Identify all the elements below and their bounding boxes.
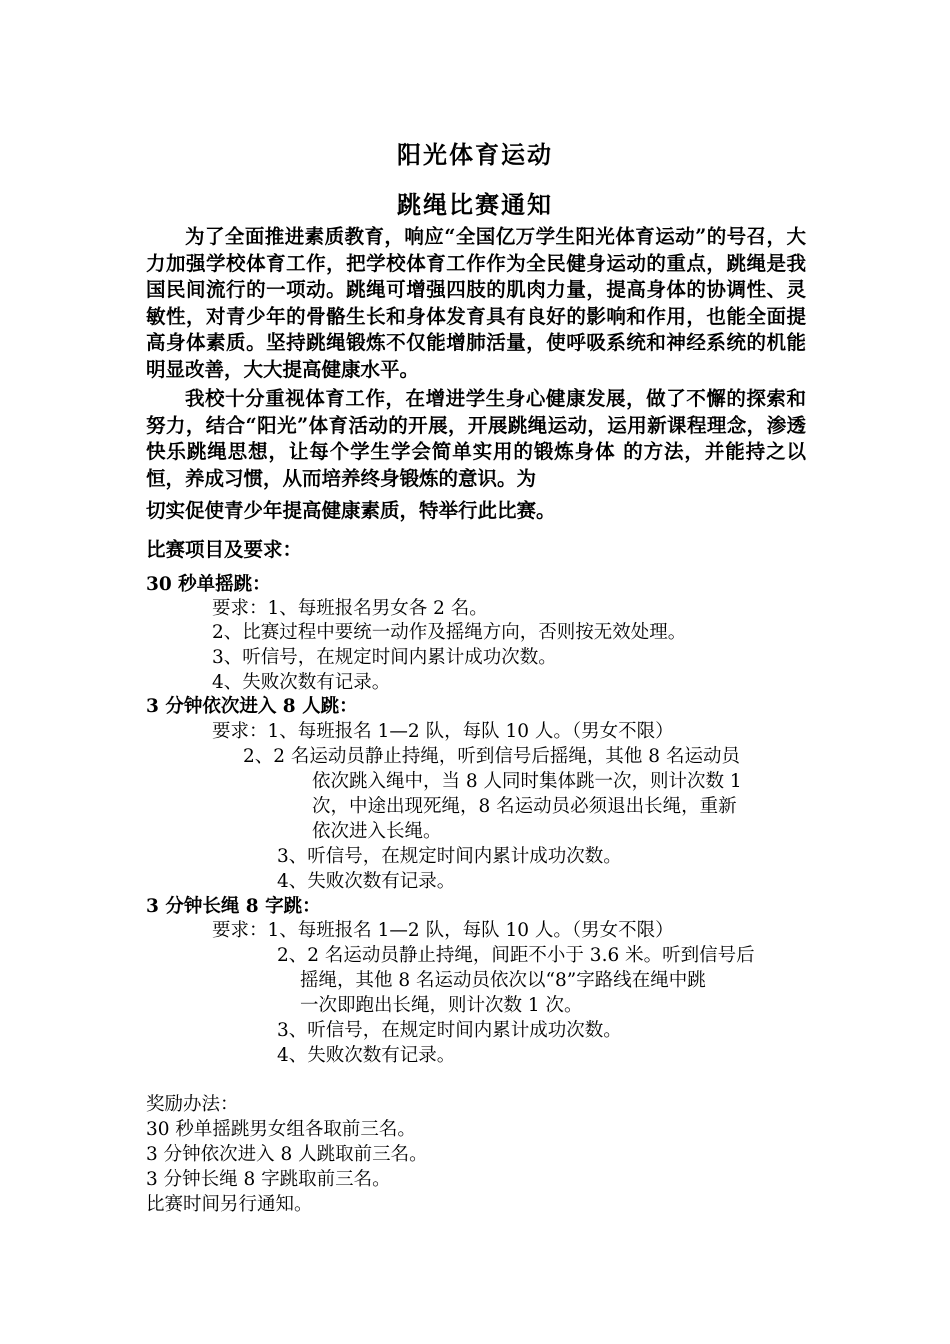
award-item: 30 秒单摇跳男女组各取前三名。 bbox=[146, 1119, 416, 1140]
event2-requirement: 依次跳入绳中，当 8 人同时集体跳一次，则计次数 1 bbox=[312, 771, 742, 792]
event3-requirement: 4、失败次数有记录。 bbox=[277, 1045, 456, 1066]
award-item: 3 分钟依次进入 8 人跳取前三名。 bbox=[146, 1144, 428, 1165]
event3-name: 3 分钟长绳 8 字跳： bbox=[146, 896, 321, 917]
event2-requirement: 要求：1、每班报名 1—2 队，每队 10 人。（男女不限） bbox=[212, 721, 674, 742]
section-heading: 比赛项目及要求： bbox=[146, 538, 303, 561]
event1-requirement: 2、比赛过程中要统一动作及摇绳方向，否则按无效处理。 bbox=[212, 622, 687, 643]
event1-name: 30 秒单摇跳： bbox=[146, 574, 271, 595]
event1-requirement: 3、听信号，在规定时间内累计成功次数。 bbox=[212, 647, 557, 668]
award-item: 比赛时间另行通知。 bbox=[146, 1194, 313, 1215]
awards-heading: 奖励办法： bbox=[146, 1094, 239, 1115]
intro-paragraph-3: 切实促使青少年提高健康素质，特举行此比赛。 bbox=[146, 499, 556, 522]
event3-requirement: 一次即跑出长绳，则计次数 1 次。 bbox=[300, 995, 583, 1016]
event3-requirement: 3、听信号，在规定时间内累计成功次数。 bbox=[277, 1020, 622, 1041]
award-item: 3 分钟长绳 8 字跳取前三名。 bbox=[146, 1169, 391, 1190]
event2-requirement: 依次进入长绳。 bbox=[312, 821, 442, 842]
intro-paragraph-2: 我校十分重视体育工作，在增进学生身心健康发展，做了不懈的探索和努力，结合“阳光”体育活动的开展，开展跳绳运动，运用新课程理念，渗透快乐跳绳思想，让每个学生学会简单实用的锻炼身体 的方法，并能持之以恒，养成习惯，从而培养终身锻炼的意识。为 bbox=[146, 387, 806, 490]
page-title: 阳光体育运动 bbox=[397, 140, 553, 169]
event1-requirement: 要求：1、每班报名男女各 2 名。 bbox=[212, 598, 488, 619]
page-subtitle: 跳绳比赛通知 bbox=[397, 190, 553, 219]
event2-name: 3 分钟依次进入 8 人跳： bbox=[146, 696, 358, 717]
intro-paragraph-1: 为了全面推进素质教育，响应“全国亿万学生阳光体育运动”的号召，大力加强学校体育工作，把学校体育工作作为全民健身运动的重点，跳绳是我国民间流行的一项动。跳绳可增强四肢的肌肉力量，提高身体的协调性、灵敏性，对青少年的骨骼生长和身体发育具有良好的影响和作用，也能全面提高身体素质。坚持跳绳锻炼不仅能增肺活量，使呼吸系统和神经系统的机能明显改善，大大提高健康水平。 bbox=[146, 225, 806, 381]
event1-requirement: 4、失败次数有记录。 bbox=[212, 672, 391, 693]
event3-requirement: 2、2 名运动员静止持绳，间距不小于 3.6 米。听到信号后 bbox=[277, 945, 755, 966]
event3-requirement: 摇绳，其他 8 名运动员依次以“8”字路线在绳中跳 bbox=[300, 970, 706, 991]
event2-requirement: 4、失败次数有记录。 bbox=[277, 871, 456, 892]
event3-requirement: 要求：1、每班报名 1—2 队，每队 10 人。（男女不限） bbox=[212, 920, 674, 941]
event2-requirement: 次，中途出现死绳，8 名运动员必须退出长绳，重新 bbox=[312, 796, 737, 817]
event2-requirement: 3、听信号，在规定时间内累计成功次数。 bbox=[277, 846, 622, 867]
event2-requirement: 2、2 名运动员静止持绳，听到信号后摇绳，其他 8 名运动员 bbox=[243, 746, 740, 767]
